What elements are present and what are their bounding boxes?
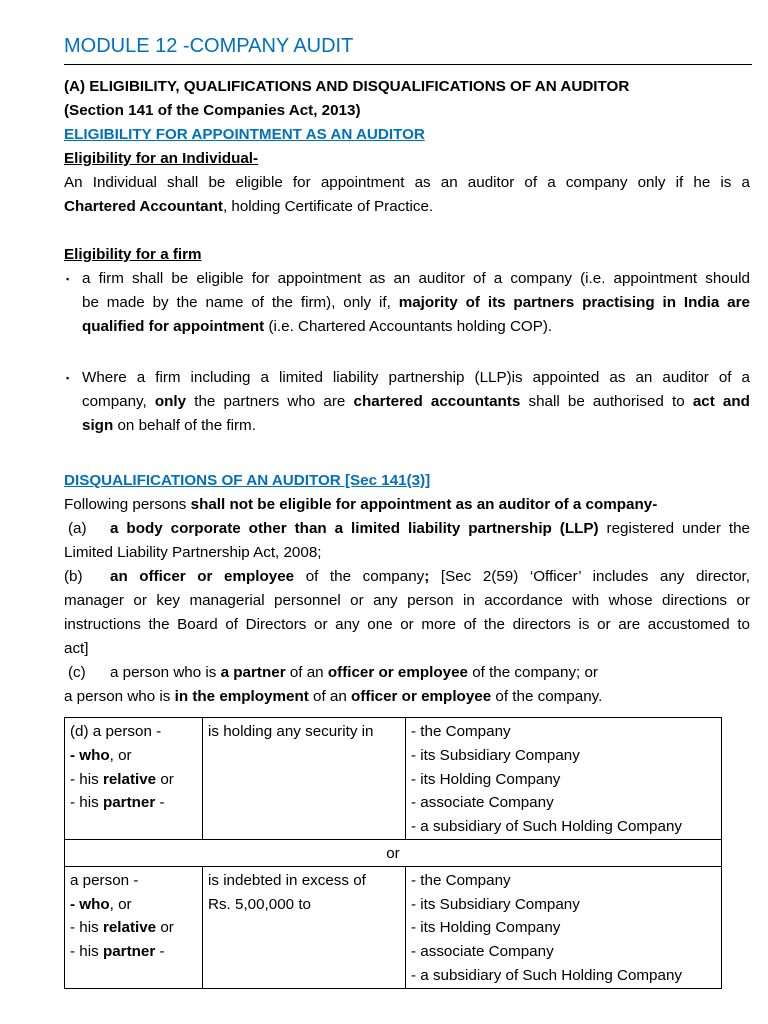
- text: -: [155, 794, 165, 812]
- text: of the company: [305, 568, 425, 585]
- employment-term: in the employment: [174, 688, 309, 705]
- firm-bullet1-line3: [82, 317, 552, 337]
- indebted-condition: is indebted in excess of: [208, 871, 366, 889]
- person-label: a person -: [70, 871, 139, 889]
- chartered-accountant-term: Chartered Accountant: [64, 198, 223, 215]
- text: the partners who are: [194, 393, 346, 410]
- clause-b-line1: [110, 567, 750, 587]
- relative-term: relative: [102, 919, 157, 937]
- who-line: [70, 744, 197, 768]
- clause-c-line2: [64, 687, 602, 707]
- who-line: [70, 893, 197, 917]
- security-condition: is holding any security in: [208, 723, 374, 740]
- partner-term: partner: [102, 794, 156, 812]
- officer-employee-term: officer or employee: [327, 664, 468, 681]
- firm-bullet2-line1: Where a firm including a limited liability partnership (LLP)is appointed as an auditor of a: [82, 369, 750, 386]
- firm-bullet1-line2: [82, 293, 750, 313]
- text: registered under the: [606, 520, 750, 537]
- entity-item: - its Subsidiary Company: [411, 746, 580, 764]
- title-divider: [64, 64, 752, 65]
- entity-item: - associate Company: [411, 794, 554, 812]
- text: , or: [109, 746, 132, 764]
- clause-b-line2: manager or key managerial personnel or any person in accordance with whose directions or: [64, 592, 750, 609]
- entity-item: - a subsidiary of Such Holding Company: [411, 818, 682, 836]
- indebted-amount: Rs. 5,00,000 to: [208, 895, 312, 913]
- text: of an: [289, 664, 324, 681]
- module-title: MODULE 12 -COMPANY AUDIT: [64, 35, 354, 57]
- text: -: [155, 943, 165, 961]
- main-heading: (A) ELIGIBILITY, QUALIFICATIONS AND DISQUALIFICATIONS OF AN AUDITOR: [64, 78, 630, 95]
- chartered-accountants-term: chartered accountants: [353, 393, 521, 410]
- text: - his: [70, 919, 99, 937]
- condition-cell: [203, 718, 406, 840]
- firm-bullet2-line2: [82, 392, 750, 412]
- text: or: [156, 919, 174, 937]
- clause-b-line3: instructions the Board of Directors or any one or more of the directors is or are accustomed to: [64, 616, 750, 633]
- firm-bullet1-tail: (i.e. Chartered Accountants holding COP).: [268, 318, 553, 335]
- relative-term: relative: [102, 770, 157, 788]
- clause-a-label: (a): [68, 520, 87, 537]
- who-term: - who: [70, 895, 110, 913]
- who-term: - who: [70, 746, 110, 764]
- section-reference: (Section 141 of the Companies Act, 2013): [64, 102, 361, 119]
- table-row: [65, 718, 722, 840]
- text: shall be authorised to: [528, 393, 685, 410]
- or-row: [65, 839, 722, 866]
- firm-bullet2-line3: [82, 416, 256, 436]
- text: a person who is: [110, 664, 217, 681]
- firm-heading: Eligibility for a firm: [64, 246, 202, 263]
- entity-item: - its Holding Company: [411, 770, 561, 788]
- clause-b-line4: act]: [64, 640, 89, 657]
- text: , or: [109, 895, 132, 913]
- text: of an: [313, 688, 347, 705]
- individual-text-rest: , holding Certificate of Practice.: [222, 198, 434, 215]
- entity-item: - a subsidiary of Such Holding Company: [411, 966, 682, 984]
- person-label: (d) a person -: [70, 723, 162, 740]
- entity-item: - its Holding Company: [411, 919, 561, 937]
- entity-item: - its Subsidiary Company: [411, 895, 580, 913]
- partner-term: a partner: [220, 664, 286, 681]
- clause-c-line1: [110, 663, 598, 683]
- clause-a-line2: Limited Liability Partnership Act, 2008;: [64, 544, 322, 561]
- officer-employee-term: an officer or employee: [110, 568, 295, 585]
- bullet-icon: ▪: [66, 274, 70, 284]
- individual-heading: Eligibility for an Individual-: [64, 150, 259, 167]
- text: Following persons: [64, 496, 187, 513]
- semicolon: ;: [424, 568, 430, 585]
- text: of the company.: [495, 688, 603, 705]
- officer-employee-term: officer or employee: [351, 688, 492, 705]
- firm-bullet1-line1: a firm shall be eligible for appointment as an auditor of a company (i.e. appointment should: [82, 270, 750, 287]
- clause-a-bold: a body corporate other than a limited liability partnership (LLP): [110, 520, 599, 537]
- firm-bullet1-text: be made by the name of the firm), only if,: [82, 294, 391, 311]
- sign-term: sign: [82, 417, 114, 434]
- entity-item: - the Company: [411, 723, 511, 740]
- partner-term: partner: [102, 943, 156, 961]
- intro-bold: shall not be eligible for appointment as an auditor of a company-: [190, 496, 658, 513]
- qualified-term: qualified for appointment: [82, 318, 265, 335]
- individual-text-line2: [64, 197, 433, 217]
- bullet-icon: ▪: [66, 373, 70, 383]
- disqualification-table: [64, 717, 722, 989]
- text: on behalf of the firm.: [117, 417, 256, 434]
- person-cell: [65, 866, 203, 988]
- text: - his: [70, 794, 99, 812]
- text: or: [156, 770, 174, 788]
- entity-item: - the Company: [411, 871, 511, 889]
- disqualifications-heading: DISQUALIFICATIONS OF AN AUDITOR [Sec 141(3)]: [64, 472, 431, 489]
- text: a person who is: [64, 688, 171, 705]
- individual-text-line1: An Individual shall be eligible for appointment as an auditor of a company only if he is a: [64, 174, 750, 191]
- clause-c-label: (c): [68, 664, 86, 681]
- act-and-term: act and: [692, 393, 750, 410]
- relative-line: [70, 768, 197, 792]
- person-cell: [65, 718, 203, 840]
- entity-item: - associate Company: [411, 943, 554, 961]
- partner-line: [70, 940, 197, 964]
- clause-b-label: (b): [64, 568, 83, 585]
- only-term: only: [154, 393, 187, 410]
- text: of the company; or: [472, 664, 598, 681]
- text: [Sec 2(59) ‘Officer’ includes any director,: [440, 568, 750, 585]
- table-row: [65, 866, 722, 988]
- or-separator: or: [65, 839, 722, 866]
- firm-bullet1-bold: majority of its partners practising in India are: [398, 294, 750, 311]
- eligibility-section-heading: ELIGIBILITY FOR APPOINTMENT AS AN AUDITOR: [64, 126, 425, 143]
- relative-line: [70, 916, 197, 940]
- text: company,: [82, 393, 147, 410]
- condition-cell: [203, 866, 406, 988]
- entity-cell: [406, 866, 722, 988]
- disq-intro: [64, 495, 657, 515]
- clause-a-line1: [110, 519, 750, 539]
- entity-cell: [406, 718, 722, 840]
- partner-line: [70, 791, 197, 815]
- text: - his: [70, 770, 99, 788]
- text: - his: [70, 943, 99, 961]
